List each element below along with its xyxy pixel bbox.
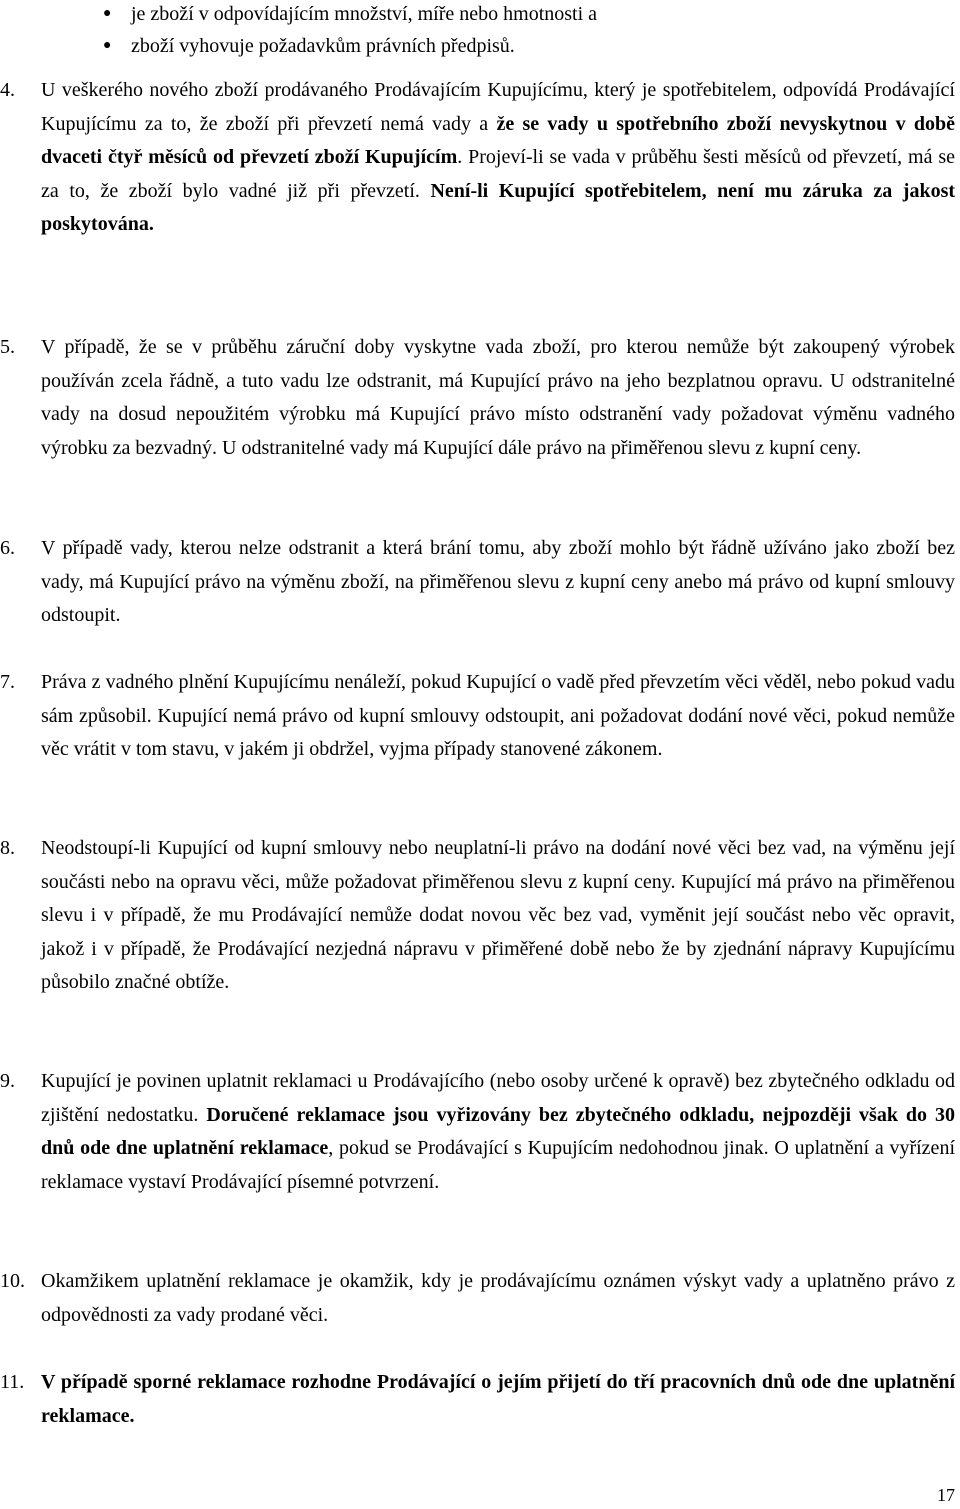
clause-text: [41, 532, 955, 633]
clause-text-part: V případě vady, kterou nelze odstranit a která brání tomu, aby zboží mohlo být řádně užíváno jako zboží bez vady, má Kupující právo na výměnu zboží, na přiměřenou slevu z kupní ceny anebo má právo od kupní smlouvy odstoupit.: [41, 537, 955, 626]
clause-number: 5.: [0, 336, 15, 358]
clause-number: 4.: [0, 79, 15, 101]
clause-text-bold: V případě sporné reklamace rozhodne Prodávající o jejím přijetí do tří pracovních dnů ode dne uplatnění reklamace.: [41, 1371, 955, 1427]
clause-text-bold: že se vady u spotřebního zboží nevyskytnou v době dvaceti čtyř měsíců od převzetí zboží Kupujícím: [41, 112, 955, 168]
clause-text-part: . Projeví-li se vada v průběhu šesti měsíců od převzetí, má se za to, že zboží bylo vadné již při převzetí.: [41, 146, 956, 202]
bullet-icon: ●: [103, 6, 112, 21]
clause-text: [41, 832, 955, 1000]
clause-text: [41, 331, 955, 465]
clause-number: 8.: [0, 837, 15, 859]
clause-text: [41, 74, 955, 242]
bullet-item: [0, 32, 960, 64]
clause-number: 11.: [0, 1371, 25, 1393]
clause-text-part: Okamžikem uplatnění reklamace je okamžik, kdy je prodávajícímu oznámen výskyt vady a uplatněno právo z odpovědnosti za vady prodané věci.: [41, 1270, 955, 1326]
clause-text: [41, 666, 955, 767]
clause-text-part: U veškerého nového zboží prodávaného Prodávajícím Kupujícímu, který je spotřebitelem, odpovídá Prodávající Kupujícímu za to, že zboží při převzetí nemá vady a: [41, 79, 955, 135]
bullet-item: [0, 0, 960, 32]
clause-text-part: Práva z vadného plnění Kupujícímu nenáleží, pokud Kupující o vadě před převzetím věci věděl, nebo pokud vadu sám způsobil. Kupující nemá právo od kupní smlouvy odstoupit, ani požadovat dodání nové věci, pokud nemůže věc vrátit v tom stavu, v jakém ji obdržel, vyjma případy stanovené zákonem.: [41, 671, 955, 760]
clause-number: 7.: [0, 671, 15, 693]
clause-number: 10.: [0, 1270, 25, 1292]
clause-text: [41, 1366, 955, 1433]
clause-text: [41, 1065, 955, 1199]
clause-number: 6.: [0, 537, 15, 559]
clause-text-bold: Není-li Kupující spotřebitelem, není mu záruka za jakost poskytována.: [41, 179, 956, 235]
clause-text-part: V případě, že se v průběhu záruční doby vyskytne vada zboží, pro kterou nemůže být zakoupený výrobek používán zcela řádně, a tuto vadu lze odstranit, má Kupující právo na jeho bezplatnou opravu. U odstranitelné vady na dosud nepoužitém výrobku má Kupující právo místo odstranění vady požadovat výměnu vadného výrobku za bezvadný. U odstranitelné vady má Kupující dále právo na přiměřenou slevu z kupní ceny.: [41, 336, 955, 459]
clause-text-bold: Doručené reklamace jsou vyřizovány bez zbytečného odkladu, nejpozději však do 30 dnů ode dne uplatnění reklamace: [41, 1103, 955, 1159]
bullet-text: je zboží v odpovídajícím množství, míře nebo hmotnosti a: [131, 3, 598, 25]
clause-text: [41, 1265, 955, 1332]
bullet-icon: ●: [103, 38, 112, 53]
clause-text-part: Neodstoupí-li Kupující od kupní smlouvy nebo neuplatní-li právo na dodání nové věci bez vad, na výměnu její součásti nebo na opravu věci, může požadovat přiměřenou slevu z kupní ceny. Kupující má právo na přiměřenou slevu i v případě, že mu Prodávající nemůže dodat novou věc bez vad, vyměnit její součást nebo věc opravit, jakož i v případě, že Prodávající nezjedná nápravu v přiměřené době nebo že by zjednání nápravy Kupujícímu působilo značné obtíže.: [41, 837, 955, 993]
clause-text-part: Kupující je povinen uplatnit reklamaci u Prodávajícího (nebo osoby určené k opravě) bez zbytečného odkladu od zjištění nedostatku.: [41, 1070, 955, 1126]
clause-number: 9.: [0, 1070, 15, 1092]
page-number: 17: [937, 1485, 955, 1505]
clause-text-part: , pokud se Prodávající s Kupujícím nedohodnou jinak. O uplatnění a vyřízení reklamace vystaví Prodávající písemné potvrzení.: [41, 1137, 955, 1193]
bullet-text: zboží vyhovuje požadavkům právních předpisů.: [131, 35, 515, 57]
